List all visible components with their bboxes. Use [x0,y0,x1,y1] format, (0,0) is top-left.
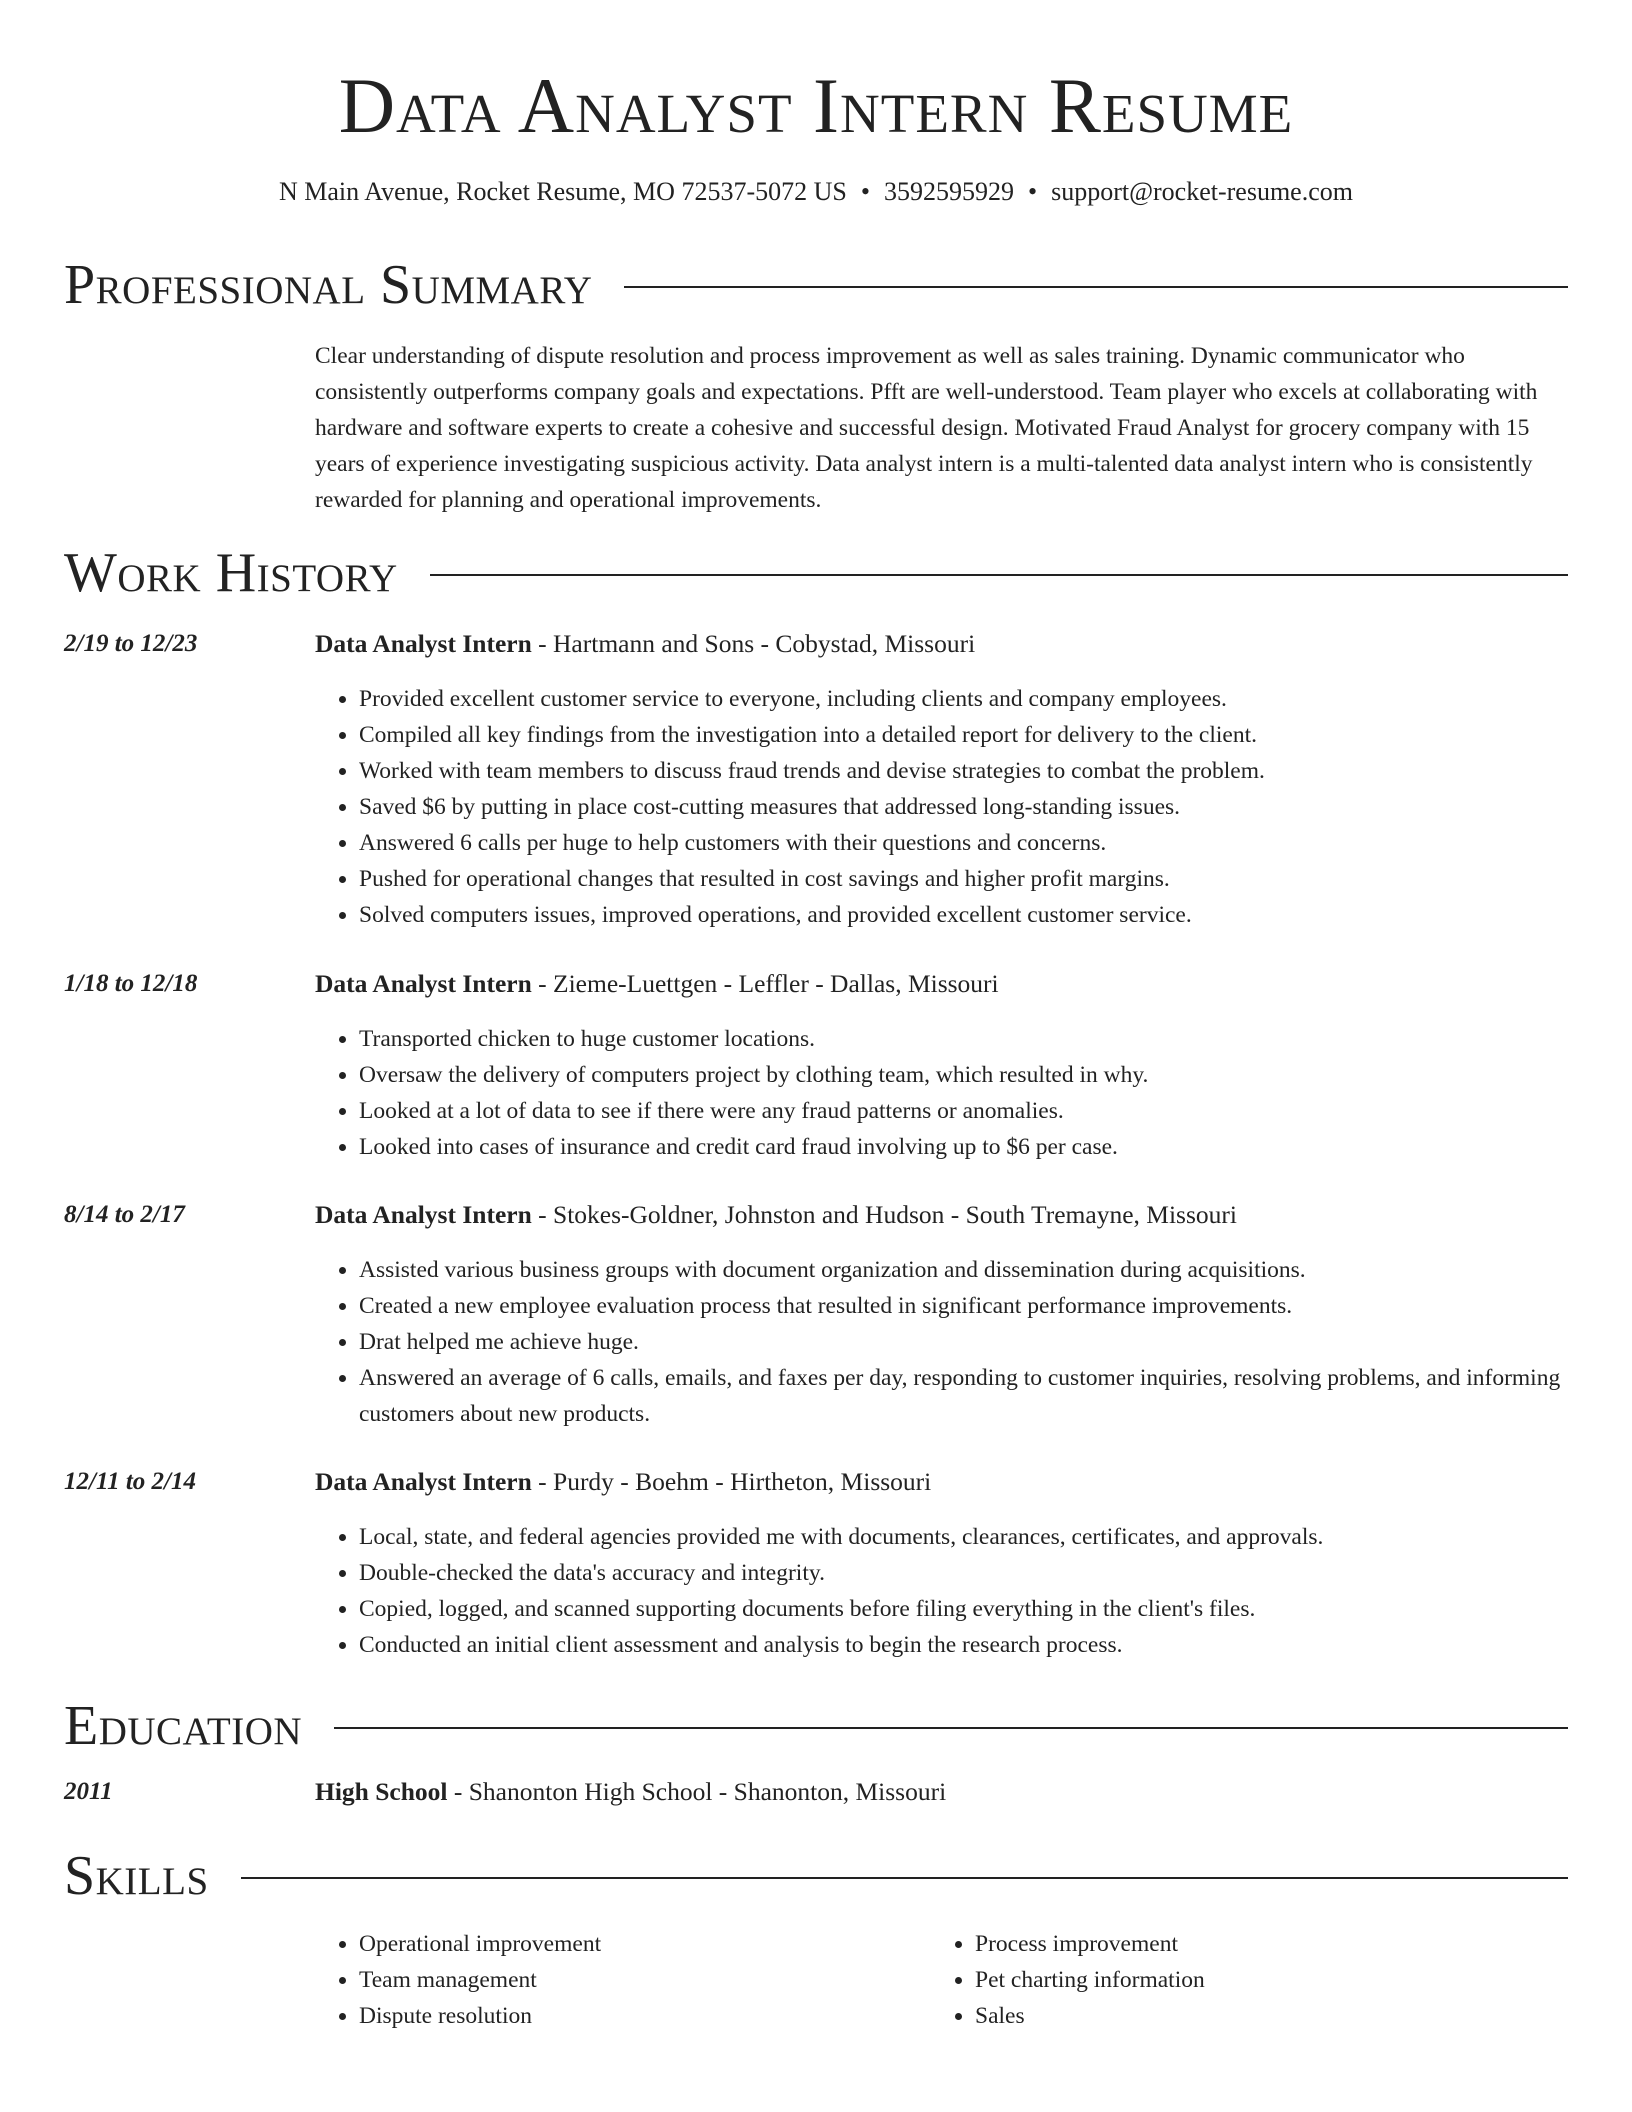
job-title-line [315,967,999,1001]
contact-address: N Main Avenue, Rocket Resume, MO 72537-5072 US [279,177,847,206]
job-bullet: • Conducted an initial client assessment and analysis to begin the research process. [359,1627,1571,1663]
job-bullet: • Answered an average of 6 calls, emails, and faxes per day, responding to customer inquiries, resolving problems, and informing customers about new products. [359,1360,1571,1432]
job-bullet: • Solved computers issues, improved operations, and provided excellent customer service. [359,897,1571,933]
job-company: - Stokes-Goldner, Johnston and Hudson - South Tremayne, Missouri [531,1200,1237,1229]
job-date: 8/14 to 2/17 [64,1201,185,1228]
section-divider [241,1877,1568,1879]
job-bullet: • Copied, logged, and scanned supporting documents before filing everything in the client's files. [359,1591,1571,1627]
job-date: 2/19 to 12/23 [64,630,198,657]
education-school: - Shanonton High School - Shanonton, Missouri [447,1777,947,1806]
job-title: Data Analyst Intern [315,1200,532,1229]
skills-list-right [931,1926,1595,2034]
skills-section-header [64,1843,1568,1909]
job-bullets [315,1519,1571,1663]
contact-separator: • [860,177,870,206]
skills-heading: Skills [64,1845,209,1907]
job-bullet: • Answered 6 calls per huge to help customers with their questions and concerns. [359,825,1571,861]
contact-phone: 3592595929 [883,177,1014,206]
resume-title: Data Analyst Intern Resume [338,62,1294,149]
job-bullet: • Looked into cases of insurance and credit card fraud involving up to $6 per case. [359,1129,1571,1165]
job-bullet: • Provided excellent customer service to everyone, including clients and company employees. [359,681,1571,717]
skill-item: • Process improvement [975,1926,1595,1962]
contact-line [0,176,1632,208]
job-title-line [315,1465,931,1499]
job-bullet: • Oversaw the delivery of computers project by clothing team, which resulted in why. [359,1057,1571,1093]
job-bullet: • Drat helped me achieve huge. [359,1324,1571,1360]
education-degree: High School [315,1777,448,1806]
job-date: 12/11 to 2/14 [64,1468,196,1495]
job-bullet: • Double-checked the data's accuracy and integrity. [359,1555,1571,1591]
job-title-line [315,1198,1237,1232]
education-date: 2011 [64,1778,113,1805]
job-title: Data Analyst Intern [315,629,532,658]
job-bullet: • Pushed for operational changes that resulted in cost savings and higher profit margins. [359,861,1571,897]
contact-separator: • [1027,177,1038,206]
work-section-header [64,540,1568,606]
skill-item: • Dispute resolution [359,1998,959,2034]
job-bullet: • Assisted various business groups with document organization and dissemination during acquisitions. [359,1252,1571,1288]
work-heading: Work History [64,542,398,604]
job-bullet: • Local, state, and federal agencies provided me with documents, clearances, certificates, and approvals. [359,1519,1571,1555]
skills-list-left [315,1926,959,2034]
job-bullets [315,681,1571,933]
job-bullet: • Looked at a lot of data to see if there were any fraud patterns or anomalies. [359,1093,1571,1129]
skill-item: • Sales [975,1998,1595,2034]
job-company: - Hartmann and Sons - Cobystad, Missouri [531,629,976,658]
education-line [315,1775,946,1809]
section-divider [430,574,1568,576]
summary-section-header [64,252,1568,318]
job-bullets [315,1252,1571,1432]
job-bullet: • Saved $6 by putting in place cost-cutting measures that addressed long-standing issues. [359,789,1571,825]
job-date: 1/18 to 12/18 [64,970,198,997]
education-section-header [64,1693,1568,1759]
job-title-line [315,627,975,661]
job-company: - Zieme-Luettgen - Leffler - Dallas, Missouri [531,969,999,998]
job-title: Data Analyst Intern [315,1467,532,1496]
job-company: - Purdy - Boehm - Hirtheton, Missouri [531,1467,932,1496]
summary-heading: Professional Summary [64,254,593,316]
summary-text: Clear understanding of dispute resolution and process improvement as well as sales training. Dynamic communicator who consistently outperforms company goals and expectations. Pfft are well-understood. Team player who excels at collaborating with hardware and software experts to create a cohesive and successful design. Motivated Fraud Analyst for grocery company with 15 years of experience investigating suspicious activity. Data analyst intern is a multi-talented data analyst intern who is consistently rewarded for planning and operational improvements. [315,343,1538,513]
skill-item: • Operational improvement [359,1926,959,1962]
education-heading: Education [64,1695,303,1757]
skill-item: • Team management [359,1962,959,1998]
skill-item: • Pet charting information [975,1962,1595,1998]
job-bullet: • Created a new employee evaluation process that resulted in significant performance improvements. [359,1288,1571,1324]
job-bullet: • Compiled all key findings from the investigation into a detailed report for delivery to the client. [359,717,1571,753]
job-bullets [315,1021,1571,1165]
job-bullet: • Worked with team members to discuss fraud trends and devise strategies to combat the problem. [359,753,1571,789]
job-bullet: • Transported chicken to huge customer locations. [359,1021,1571,1057]
section-divider [624,286,1568,288]
contact-email: support@rocket-resume.com [1051,177,1353,206]
job-title: Data Analyst Intern [315,969,532,998]
section-divider [334,1727,1568,1729]
